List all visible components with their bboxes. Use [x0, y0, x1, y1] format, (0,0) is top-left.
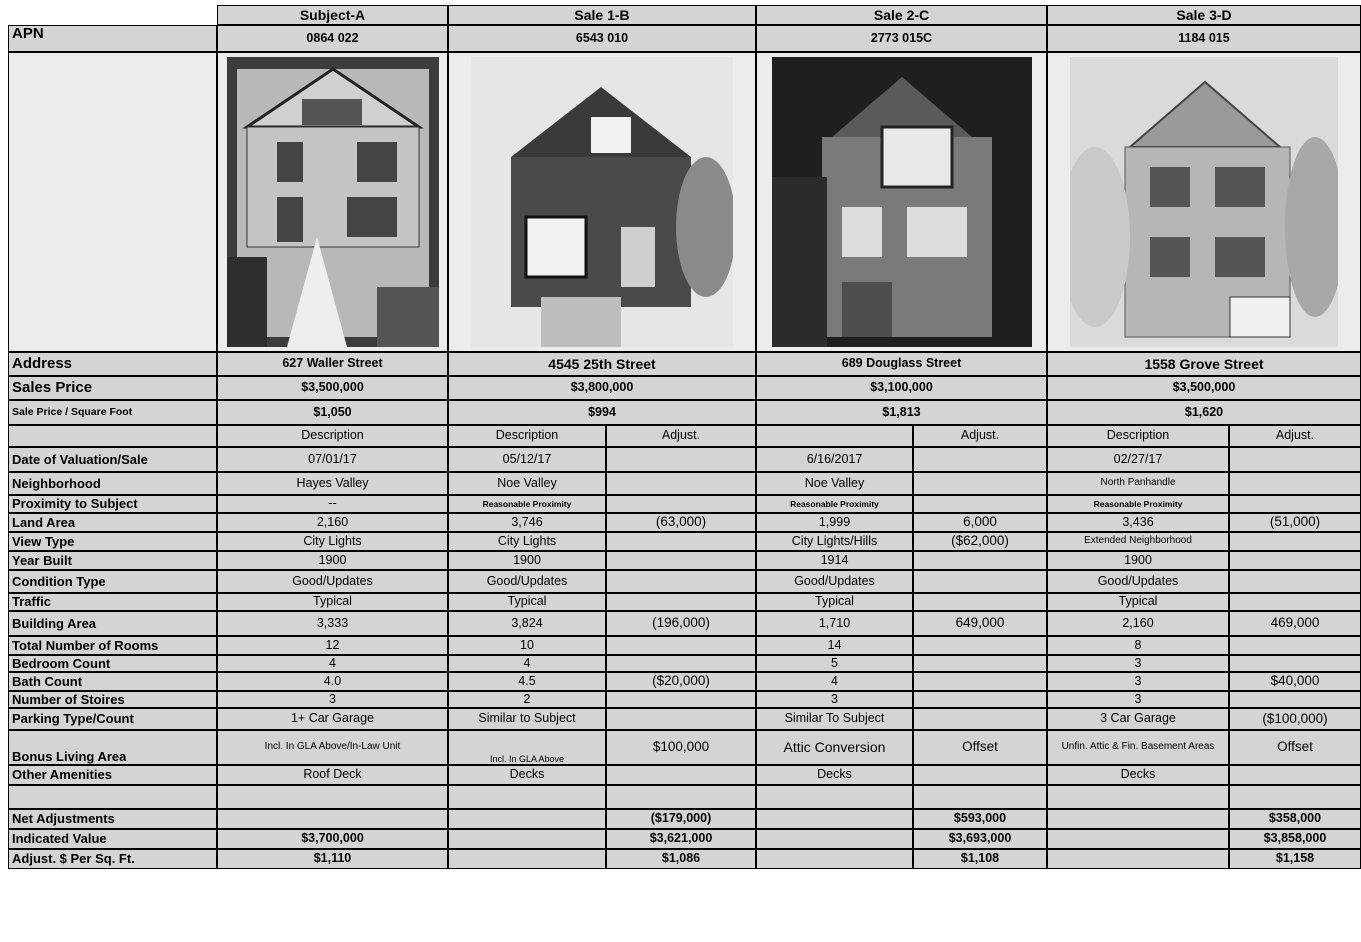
table-cell: 3,333: [217, 611, 448, 636]
table-cell: [1229, 570, 1361, 593]
table-cell: 2,160: [1047, 611, 1229, 636]
table-cell: 1900: [217, 551, 448, 570]
column-header: Sale 3-D: [1047, 5, 1361, 25]
table-cell: 05/12/17: [448, 447, 606, 472]
table-cell: $3,693,000: [913, 829, 1047, 849]
table-cell: 14: [756, 636, 913, 655]
subheader-cell: [756, 425, 913, 447]
table-cell: 3,436: [1047, 513, 1229, 532]
row-label: Parking Type/Count: [8, 708, 217, 730]
row-label: Condition Type: [8, 570, 217, 593]
table-cell: (51,000): [1229, 513, 1361, 532]
table-cell: 07/01/17: [217, 447, 448, 472]
table-cell: $3,621,000: [606, 829, 756, 849]
table-cell: Noe Valley: [448, 472, 606, 495]
table-cell: 4.5: [448, 672, 606, 691]
table-cell: Offset: [913, 730, 1047, 765]
row-label: Other Amenities: [8, 765, 217, 785]
subheader-cell: Adjust.: [1229, 425, 1361, 447]
table-cell: Good/Updates: [217, 570, 448, 593]
table-cell: 02/27/17: [1047, 447, 1229, 472]
price-per-sqft-value: $1,050: [217, 400, 448, 425]
table-cell: [756, 809, 913, 829]
table-cell: 1914: [756, 551, 913, 570]
column-header: Sale 2-C: [756, 5, 1047, 25]
table-cell: ($20,000): [606, 672, 756, 691]
table-cell: [606, 765, 756, 785]
table-cell: 1+ Car Garage: [217, 708, 448, 730]
subheader-cell: Description: [448, 425, 606, 447]
table-cell: 3: [1047, 655, 1229, 672]
sale-1-b-house-photo: [471, 57, 733, 347]
row-label: Bath Count: [8, 672, 217, 691]
table-cell: [1229, 765, 1361, 785]
table-cell: [913, 708, 1047, 730]
table-cell: Hayes Valley: [217, 472, 448, 495]
table-cell: [913, 551, 1047, 570]
row-label: Total Number of Rooms: [8, 636, 217, 655]
table-cell: [1047, 849, 1229, 869]
table-cell: 3: [756, 691, 913, 708]
row-label: Net Adjustments: [8, 809, 217, 829]
table-cell: $3,858,000: [1229, 829, 1361, 849]
table-cell: 1,999: [756, 513, 913, 532]
table-cell: [448, 829, 606, 849]
table-cell: 4: [756, 672, 913, 691]
table-cell: Reasonable Proximity: [448, 495, 606, 513]
table-cell: [913, 785, 1047, 809]
table-cell: [1047, 809, 1229, 829]
table-cell: [606, 691, 756, 708]
subheader-cell: Adjust.: [606, 425, 756, 447]
table-cell: [606, 570, 756, 593]
table-cell: Roof Deck: [217, 765, 448, 785]
table-cell: City Lights/Hills: [756, 532, 913, 551]
table-cell: [1229, 532, 1361, 551]
table-cell: [913, 447, 1047, 472]
table-cell: $100,000: [606, 730, 756, 765]
table-cell: [913, 636, 1047, 655]
table-cell: $1,110: [217, 849, 448, 869]
table-cell: 6,000: [913, 513, 1047, 532]
table-cell: Incl. In GLA Above: [448, 730, 606, 765]
table-cell: [1229, 691, 1361, 708]
sale-3-d-house-photo: [1070, 57, 1338, 347]
table-cell: [1229, 655, 1361, 672]
table-cell: Decks: [1047, 765, 1229, 785]
table-cell: [606, 532, 756, 551]
table-cell: 3,824: [448, 611, 606, 636]
price-per-sqft-value: $994: [448, 400, 756, 425]
table-cell: [913, 495, 1047, 513]
table-cell: [606, 447, 756, 472]
row-label: Year Built: [8, 551, 217, 570]
address-value: 627 Waller Street: [217, 352, 448, 376]
table-cell: 649,000: [913, 611, 1047, 636]
table-cell: 3: [1047, 672, 1229, 691]
table-cell: Decks: [448, 765, 606, 785]
table-cell: North Panhandle: [1047, 472, 1229, 495]
photo-cell: [217, 52, 448, 352]
row-label: Neighborhood: [8, 472, 217, 495]
table-cell: [606, 708, 756, 730]
table-cell: Good/Updates: [756, 570, 913, 593]
row-label: Land Area: [8, 513, 217, 532]
table-cell: [217, 785, 448, 809]
row-label: Traffic: [8, 593, 217, 611]
table-cell: Similar to Subject: [448, 708, 606, 730]
sales-price-value: $3,500,000: [1047, 376, 1361, 400]
table-cell: Noe Valley: [756, 472, 913, 495]
table-cell: [606, 785, 756, 809]
sales-price-value: $3,800,000: [448, 376, 756, 400]
table-cell: [1229, 447, 1361, 472]
row-label: Indicated Value: [8, 829, 217, 849]
table-cell: [913, 765, 1047, 785]
table-cell: Good/Updates: [1047, 570, 1229, 593]
table-cell: 3: [1047, 691, 1229, 708]
table-cell: [606, 593, 756, 611]
price-per-sqft-value: $1,620: [1047, 400, 1361, 425]
table-cell: [1229, 551, 1361, 570]
subheader-cell: Description: [217, 425, 448, 447]
table-cell: 5: [756, 655, 913, 672]
table-cell: [1229, 593, 1361, 611]
address-value: 4545 25th Street: [448, 352, 756, 376]
table-cell: 2,160: [217, 513, 448, 532]
row-label: Address: [8, 352, 217, 376]
table-cell: [913, 655, 1047, 672]
subheader-blank: [8, 425, 217, 447]
row-label: Number of Stoires: [8, 691, 217, 708]
table-cell: Reasonable Proximity: [1047, 495, 1229, 513]
table-cell: 2: [448, 691, 606, 708]
column-header: Sale 1-B: [448, 5, 756, 25]
apn-value: 6543 010: [448, 25, 756, 52]
subheader-cell: Adjust.: [913, 425, 1047, 447]
photo-row-label: [8, 52, 217, 352]
table-cell: ($179,000): [606, 809, 756, 829]
table-cell: 1900: [448, 551, 606, 570]
table-cell: 4: [217, 655, 448, 672]
photo-cell: [1047, 52, 1361, 352]
table-cell: [756, 829, 913, 849]
table-cell: Attic Conversion: [756, 730, 913, 765]
table-cell: 10: [448, 636, 606, 655]
table-cell: [606, 655, 756, 672]
table-cell: City Lights: [448, 532, 606, 551]
row-label: Proximity to Subject: [8, 495, 217, 513]
table-cell: [913, 472, 1047, 495]
table-cell: 3 Car Garage: [1047, 708, 1229, 730]
subject-a-house-photo: [227, 57, 439, 347]
table-cell: Typical: [217, 593, 448, 611]
sale-2-c-house-photo: [772, 57, 1032, 347]
table-cell: [1229, 495, 1361, 513]
sales-price-value: $3,500,000: [217, 376, 448, 400]
table-cell: 4: [448, 655, 606, 672]
table-cell: Reasonable Proximity: [756, 495, 913, 513]
table-cell: [1047, 785, 1229, 809]
table-cell: 1900: [1047, 551, 1229, 570]
table-cell: $358,000: [1229, 809, 1361, 829]
table-cell: 3,746: [448, 513, 606, 532]
table-cell: [606, 636, 756, 655]
price-per-sqft-value: $1,813: [756, 400, 1047, 425]
row-label: Bedroom Count: [8, 655, 217, 672]
address-value: 1558 Grove Street: [1047, 352, 1361, 376]
table-cell: [1229, 785, 1361, 809]
table-cell: 469,000: [1229, 611, 1361, 636]
table-cell: $1,158: [1229, 849, 1361, 869]
table-cell: [448, 849, 606, 869]
table-cell: Typical: [448, 593, 606, 611]
table-cell: $593,000: [913, 809, 1047, 829]
table-cell: Extended Neighborhood: [1047, 532, 1229, 551]
table-cell: [217, 809, 448, 829]
table-cell: $40,000: [1229, 672, 1361, 691]
table-cell: Good/Updates: [448, 570, 606, 593]
apn-value: 0864 022: [217, 25, 448, 52]
address-value: 689 Douglass Street: [756, 352, 1047, 376]
table-cell: [913, 691, 1047, 708]
table-cell: 1,710: [756, 611, 913, 636]
table-cell: Typical: [756, 593, 913, 611]
table-cell: [913, 570, 1047, 593]
row-label: Sales Price: [8, 376, 217, 400]
photo-cell: [448, 52, 756, 352]
row-label: Building Area: [8, 611, 217, 636]
table-cell: [756, 849, 913, 869]
row-label: Date of Valuation/Sale: [8, 447, 217, 472]
table-cell: $3,700,000: [217, 829, 448, 849]
table-cell: (63,000): [606, 513, 756, 532]
table-cell: Unfin. Attic & Fin. Basement Areas: [1047, 730, 1229, 765]
table-cell: City Lights: [217, 532, 448, 551]
table-cell: ($100,000): [1229, 708, 1361, 730]
table-cell: 3: [217, 691, 448, 708]
table-cell: 4.0: [217, 672, 448, 691]
apn-value: 1184 015: [1047, 25, 1361, 52]
table-cell: $1,108: [913, 849, 1047, 869]
table-cell: [606, 551, 756, 570]
row-label: [8, 785, 217, 809]
row-label: View Type: [8, 532, 217, 551]
row-label: Sale Price / Square Foot: [8, 400, 217, 425]
table-cell: [1229, 636, 1361, 655]
table-cell: [913, 593, 1047, 611]
table-cell: [1047, 829, 1229, 849]
sales-price-value: $3,100,000: [756, 376, 1047, 400]
subheader-cell: Description: [1047, 425, 1229, 447]
table-cell: Typical: [1047, 593, 1229, 611]
table-cell: Incl. In GLA Above/In-Law Unit: [217, 730, 448, 765]
table-cell: (196,000): [606, 611, 756, 636]
row-label: Bonus Living Area: [8, 730, 217, 765]
table-cell: Offset: [1229, 730, 1361, 765]
table-cell: 6/16/2017: [756, 447, 913, 472]
table-cell: --: [217, 495, 448, 513]
table-cell: 12: [217, 636, 448, 655]
table-cell: [448, 785, 606, 809]
table-cell: [1229, 472, 1361, 495]
table-cell: ($62,000): [913, 532, 1047, 551]
table-cell: 8: [1047, 636, 1229, 655]
photo-cell: [756, 52, 1047, 352]
table-cell: [448, 809, 606, 829]
row-label: Adjust. $ Per Sq. Ft.: [8, 849, 217, 869]
table-cell: [606, 495, 756, 513]
table-cell: [756, 785, 913, 809]
table-cell: [606, 472, 756, 495]
apn-value: 2773 015C: [756, 25, 1047, 52]
table-cell: Similar To Subject: [756, 708, 913, 730]
column-header: Subject-A: [217, 5, 448, 25]
row-label: APN: [8, 25, 217, 52]
table-cell: [913, 672, 1047, 691]
table-cell: Decks: [756, 765, 913, 785]
table-cell: $1,086: [606, 849, 756, 869]
